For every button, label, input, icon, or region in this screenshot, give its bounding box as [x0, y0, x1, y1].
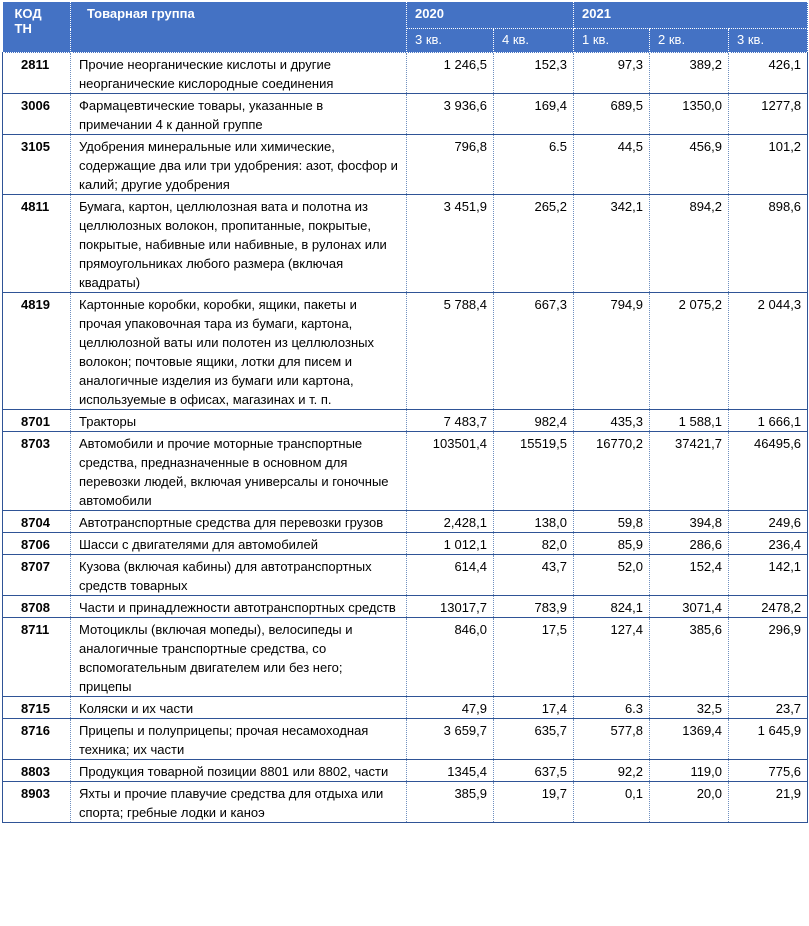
row-value: 775,6	[729, 760, 808, 782]
table-row	[3, 195, 808, 293]
row-code: 3105	[3, 135, 71, 195]
row-value: 389,2	[650, 53, 729, 94]
header-row-years	[3, 2, 808, 29]
row-value: 169,4	[494, 94, 574, 135]
row-name: Автотранспортные средства для перевозки грузов	[71, 511, 407, 533]
row-code: 2811	[3, 53, 71, 94]
row-code: 8706	[3, 533, 71, 555]
row-value: 667,3	[494, 293, 574, 410]
row-value: 982,4	[494, 410, 574, 432]
table-row	[3, 760, 808, 782]
header-year-2020: 2020	[407, 2, 574, 29]
row-value: 783,9	[494, 596, 574, 618]
header-year-2021: 2021	[574, 2, 808, 29]
row-value: 13017,7	[407, 596, 494, 618]
row-name: Бумага, картон, целлюлозная вата и полотна из целлюлозных волокон, пропитанные, покрытые, покрытые, набивные или набивные, в рулонах или прямоугольниках любого размера (включая квадраты)	[71, 195, 407, 293]
header-code: КОД ТН	[3, 2, 71, 53]
row-name: Фармацевтические товары, указанные в примечании 4 к данной группе	[71, 94, 407, 135]
row-value: 152,4	[650, 555, 729, 596]
row-value: 2 075,2	[650, 293, 729, 410]
header-quarter: 3 кв.	[407, 29, 494, 53]
row-value: 3 659,7	[407, 719, 494, 760]
row-value: 152,3	[494, 53, 574, 94]
row-value: 846,0	[407, 618, 494, 697]
row-value: 142,1	[729, 555, 808, 596]
row-code: 8715	[3, 697, 71, 719]
row-value: 3071,4	[650, 596, 729, 618]
row-value: 1 588,1	[650, 410, 729, 432]
row-value: 46495,6	[729, 432, 808, 511]
row-value: 17,4	[494, 697, 574, 719]
row-value: 249,6	[729, 511, 808, 533]
row-value: 0,1	[574, 782, 650, 823]
row-value: 32,5	[650, 697, 729, 719]
row-value: 138,0	[494, 511, 574, 533]
row-value: 37421,7	[650, 432, 729, 511]
row-value: 103501,4	[407, 432, 494, 511]
row-code: 8707	[3, 555, 71, 596]
row-value: 101,2	[729, 135, 808, 195]
row-code: 8701	[3, 410, 71, 432]
row-name: Продукция товарной позиции 8801 или 8802, части	[71, 760, 407, 782]
row-value: 1 012,1	[407, 533, 494, 555]
row-code: 4819	[3, 293, 71, 410]
row-value: 385,9	[407, 782, 494, 823]
row-name: Мотоциклы (включая мопеды), велосипеды и аналогичные транспортные средства, со вспомогательным двигателем или без него; прицепы	[71, 618, 407, 697]
row-value: 2,428,1	[407, 511, 494, 533]
row-value: 236,4	[729, 533, 808, 555]
table-row	[3, 135, 808, 195]
header-quarter: 2 кв.	[650, 29, 729, 53]
row-value: 21,9	[729, 782, 808, 823]
row-value: 6.3	[574, 697, 650, 719]
row-value: 894,2	[650, 195, 729, 293]
row-value: 47,9	[407, 697, 494, 719]
row-value: 2478,2	[729, 596, 808, 618]
row-value: 52,0	[574, 555, 650, 596]
table-row	[3, 618, 808, 697]
table-row	[3, 782, 808, 823]
row-value: 577,8	[574, 719, 650, 760]
row-value: 426,1	[729, 53, 808, 94]
row-value: 59,8	[574, 511, 650, 533]
table-row	[3, 555, 808, 596]
row-value: 85,9	[574, 533, 650, 555]
row-value: 127,4	[574, 618, 650, 697]
table-row	[3, 533, 808, 555]
row-value: 43,7	[494, 555, 574, 596]
table-row	[3, 293, 808, 410]
row-code: 8803	[3, 760, 71, 782]
row-value: 296,9	[729, 618, 808, 697]
row-value: 394,8	[650, 511, 729, 533]
row-value: 1277,8	[729, 94, 808, 135]
row-value: 15519,5	[494, 432, 574, 511]
row-value: 794,9	[574, 293, 650, 410]
row-value: 97,3	[574, 53, 650, 94]
row-value: 385,6	[650, 618, 729, 697]
row-value: 6.5	[494, 135, 574, 195]
row-name: Картонные коробки, коробки, ящики, пакеты и прочая упаковочная тара из бумаги, картона, целлюлозной ваты или полотен из целлюлозных волокон; почтовые ящики, лотки для писем и аналогичные изделия из бумаги или картона, используемые в офисах, магазинах и т. п.	[71, 293, 407, 410]
row-value: 265,2	[494, 195, 574, 293]
row-name: Прицепы и полуприцепы; прочая несамоходная техника; их части	[71, 719, 407, 760]
row-value: 1345,4	[407, 760, 494, 782]
trade-table	[2, 2, 808, 823]
header-quarter: 1 кв.	[574, 29, 650, 53]
row-value: 898,6	[729, 195, 808, 293]
row-value: 3 451,9	[407, 195, 494, 293]
row-value: 1369,4	[650, 719, 729, 760]
row-value: 635,7	[494, 719, 574, 760]
row-code: 8708	[3, 596, 71, 618]
row-code: 8903	[3, 782, 71, 823]
row-value: 23,7	[729, 697, 808, 719]
table-row	[3, 697, 808, 719]
row-value: 1 666,1	[729, 410, 808, 432]
row-value: 82,0	[494, 533, 574, 555]
row-value: 286,6	[650, 533, 729, 555]
row-value: 3 936,6	[407, 94, 494, 135]
header-quarter: 3 кв.	[729, 29, 808, 53]
header-group: Товарная группа	[71, 2, 407, 53]
row-name: Части и принадлежности автотранспортных средств	[71, 596, 407, 618]
row-value: 796,8	[407, 135, 494, 195]
table-row	[3, 596, 808, 618]
row-value: 44,5	[574, 135, 650, 195]
row-name: Удобрения минеральные или химические, содержащие два или три удобрения: азот, фосфор и калий; другие удобрения	[71, 135, 407, 195]
row-code: 8704	[3, 511, 71, 533]
table-row	[3, 94, 808, 135]
table-row	[3, 53, 808, 94]
row-value: 7 483,7	[407, 410, 494, 432]
row-value: 456,9	[650, 135, 729, 195]
row-value: 16770,2	[574, 432, 650, 511]
row-value: 435,3	[574, 410, 650, 432]
row-value: 20,0	[650, 782, 729, 823]
row-value: 637,5	[494, 760, 574, 782]
table-row	[3, 410, 808, 432]
row-name: Кузова (включая кабины) для автотранспортных средств товарных	[71, 555, 407, 596]
row-value: 2 044,3	[729, 293, 808, 410]
row-name: Прочие неорганические кислоты и другие неорганические кислородные соединения	[71, 53, 407, 94]
row-code: 3006	[3, 94, 71, 135]
table-row	[3, 432, 808, 511]
row-code: 4811	[3, 195, 71, 293]
row-value: 824,1	[574, 596, 650, 618]
row-name: Яхты и прочие плавучие средства для отдыха или спорта; гребные лодки и каноэ	[71, 782, 407, 823]
row-code: 8703	[3, 432, 71, 511]
row-value: 5 788,4	[407, 293, 494, 410]
row-name: Коляски и их части	[71, 697, 407, 719]
row-code: 8711	[3, 618, 71, 697]
row-value: 17,5	[494, 618, 574, 697]
row-code: 8716	[3, 719, 71, 760]
table-body	[3, 53, 808, 823]
row-name: Тракторы	[71, 410, 407, 432]
row-value: 92,2	[574, 760, 650, 782]
row-value: 1 246,5	[407, 53, 494, 94]
table-row	[3, 511, 808, 533]
row-value: 689,5	[574, 94, 650, 135]
row-name: Автомобили и прочие моторные транспортные средства, предназначенные в основном для перевозки людей, включая универсалы и гоночные автомобили	[71, 432, 407, 511]
header-quarter: 4 кв.	[494, 29, 574, 53]
row-value: 614,4	[407, 555, 494, 596]
table-row	[3, 719, 808, 760]
row-value: 1350,0	[650, 94, 729, 135]
row-value: 1 645,9	[729, 719, 808, 760]
row-value: 19,7	[494, 782, 574, 823]
row-value: 342,1	[574, 195, 650, 293]
row-name: Шасси с двигателями для автомобилей	[71, 533, 407, 555]
row-value: 119,0	[650, 760, 729, 782]
